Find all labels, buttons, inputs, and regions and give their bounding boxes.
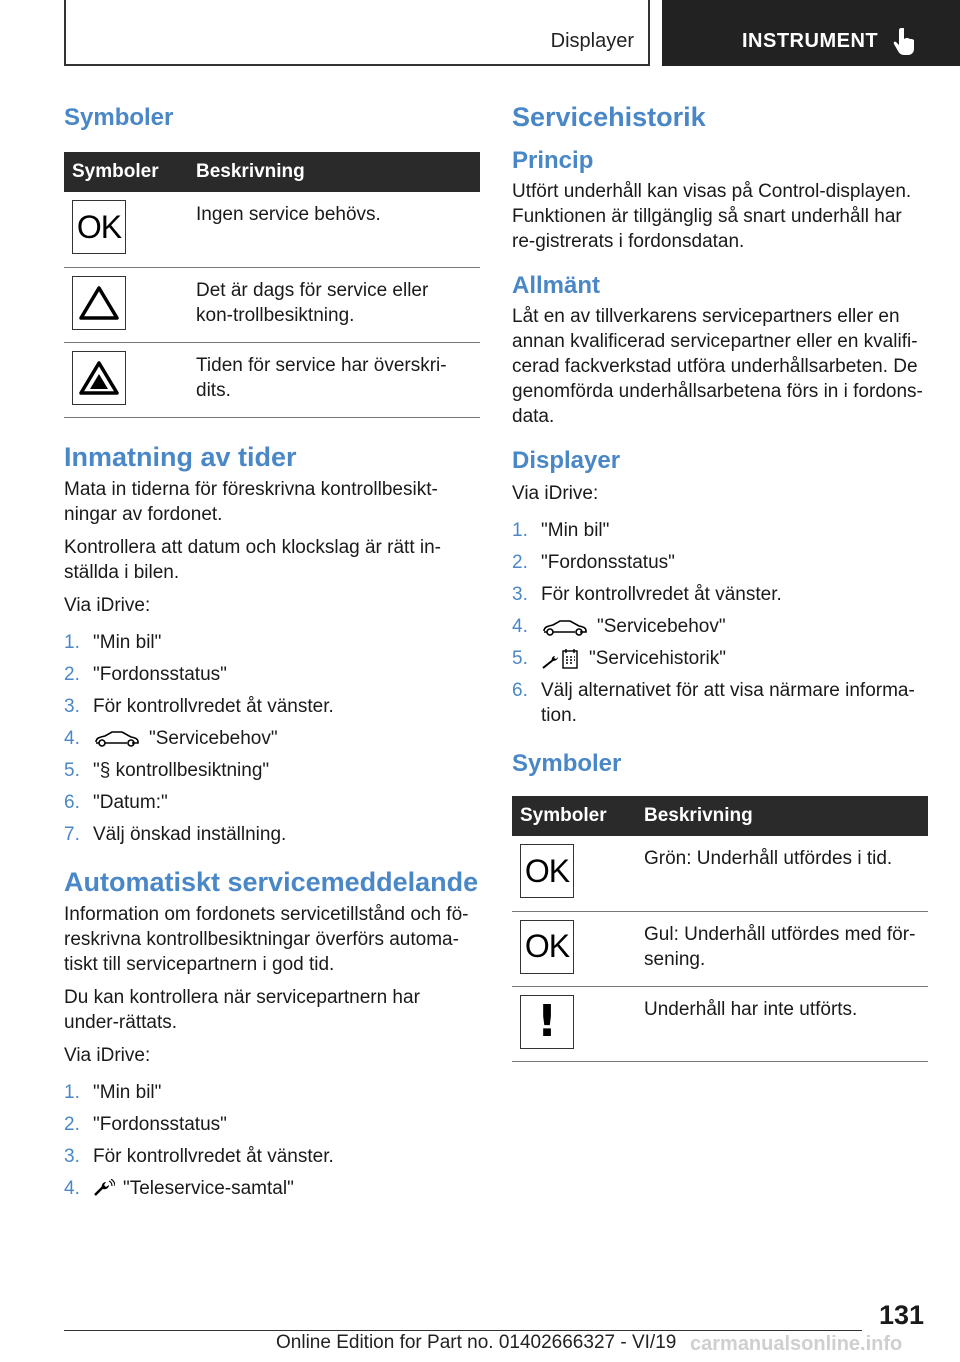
list-item: 1. "Min bil" <box>64 1081 162 1103</box>
table-row <box>512 986 928 1061</box>
table-header-description: Beskrivning <box>632 796 928 836</box>
list-item: 3. För kontrollvredet åt vänster. <box>64 695 334 717</box>
list-item: 3. För kontrollvredet åt vänster. <box>512 584 782 605</box>
right-column <box>512 100 928 1062</box>
auto-service-steps <box>64 1080 480 1201</box>
displayer-heading: Displayer <box>512 447 621 474</box>
warning-triangle-filled-icon <box>72 351 126 405</box>
symbols-heading: Symboler <box>64 104 174 131</box>
row-description: Underhåll har inte utförts. <box>632 986 928 1061</box>
table-row <box>512 836 928 911</box>
row-description: Gul: Underhåll utfördes med för-sening. <box>632 911 928 986</box>
row-description: Tiden för service har överskri-dits. <box>184 342 480 417</box>
paragraph: Via iDrive: <box>64 1044 151 1066</box>
list-item: 2. "Fordonsstatus" <box>64 663 227 685</box>
paragraph: Information om fordonets servicetillstånd och fö-reskrivna kontrollbesiktningar överförs automa-tiskt till servicepartnern i god tid. <box>64 903 469 975</box>
symbols-table-history <box>512 796 928 1062</box>
car-icon <box>541 618 589 636</box>
watermark: carmanualsonline.info <box>690 1333 903 1355</box>
row-description: Ingen service behövs. <box>184 192 480 267</box>
exclamation-icon: ! <box>520 995 574 1049</box>
table-row <box>64 192 480 267</box>
servicehistorik-heading: Servicehistorik <box>512 102 706 132</box>
table-row <box>512 911 928 986</box>
ok-icon: OK <box>72 200 126 254</box>
table-header-description: Beskrivning <box>184 152 480 192</box>
header-section-tab <box>64 0 650 66</box>
table-header-symbols: Symboler <box>64 152 184 192</box>
page-header <box>0 0 960 66</box>
ok-green-icon: OK <box>520 844 574 898</box>
symbols-table-service <box>64 152 480 418</box>
paragraph: Via iDrive: <box>64 594 151 616</box>
header-section-label: Displayer <box>550 30 634 52</box>
table-row <box>64 342 480 417</box>
list-item: 4. "Servicebehov" <box>64 727 278 749</box>
table-row <box>64 267 480 342</box>
paragraph: Utfört underhåll kan visas på Control-displayen. Funktionen är tillgänglig så snart underhåll har re-gistrerats i fordonsdatan. <box>512 181 912 252</box>
list-item: 2. "Fordonsstatus" <box>512 552 675 573</box>
list-item: 1. "Min bil" <box>64 631 162 653</box>
inmatning-heading: Inmatning av tider <box>64 441 297 472</box>
car-icon <box>93 729 141 747</box>
footer-edition: Online Edition for Part no. 01402666327 - VI/19 <box>276 1332 677 1353</box>
left-column <box>64 100 480 1208</box>
list-item: 4. "Teleservice-samtal" <box>64 1177 294 1199</box>
list-item: 4. "Servicebehov" <box>512 616 726 637</box>
list-item: 2. "Fordonsstatus" <box>64 1113 227 1135</box>
list-item: 7. Välj önskad inställning. <box>64 823 287 845</box>
auto-service-heading: Automatiskt servicemeddelande <box>64 866 479 897</box>
wrench-calendar-icon <box>541 648 581 670</box>
inmatning-steps <box>64 630 480 847</box>
list-item: 5. "§ kontrollbesiktning" <box>64 759 270 781</box>
footer-divider <box>64 1330 862 1331</box>
row-description: Det är dags för service eller kon-trollbesiktning. <box>184 267 480 342</box>
list-item: 6. Välj alternativet för att visa närmare informa-tion. <box>512 680 915 726</box>
symbols-heading-2: Symboler <box>512 750 622 777</box>
princip-heading: Princip <box>512 147 594 174</box>
table-header-symbols: Symboler <box>512 796 632 836</box>
pointing-hand-icon <box>892 26 920 56</box>
paragraph: Mata in tiderna för föreskrivna kontrollbesikt-ningar av fordonet. <box>64 478 438 525</box>
row-description: Grön: Underhåll utfördes i tid. <box>632 836 928 911</box>
list-item: 3. För kontrollvredet åt vänster. <box>64 1145 334 1167</box>
header-chapter-tab <box>662 0 960 66</box>
wrench-phone-icon <box>93 1179 115 1197</box>
paragraph: Du kan kontrollera när servicepartnern har under-rättats. <box>64 986 420 1033</box>
list-item: 5. "Servicehistorik" <box>512 648 727 669</box>
header-chapter-label: INSTRUMENT <box>742 30 879 52</box>
list-item: 6. "Datum:" <box>64 791 168 813</box>
paragraph: Via iDrive: <box>512 483 599 504</box>
list-item: 1. "Min bil" <box>512 520 610 541</box>
ok-yellow-icon: OK <box>520 920 574 974</box>
paragraph: Låt en av tillverkarens servicepartners eller en annan kvalificerad servicepartner eller en kvalifi-cerad fackverkstad utföra underhållsarbeten. De genomförda underhållsarbetena förs in i fordons-data. <box>512 306 923 427</box>
displayer-steps <box>512 518 928 728</box>
page-number: 131 <box>878 1300 924 1330</box>
paragraph: Kontrollera att datum och klockslag är rätt in-ställda i bilen. <box>64 536 442 583</box>
allmant-heading: Allmänt <box>512 272 601 299</box>
warning-triangle-outline-icon <box>72 276 126 330</box>
